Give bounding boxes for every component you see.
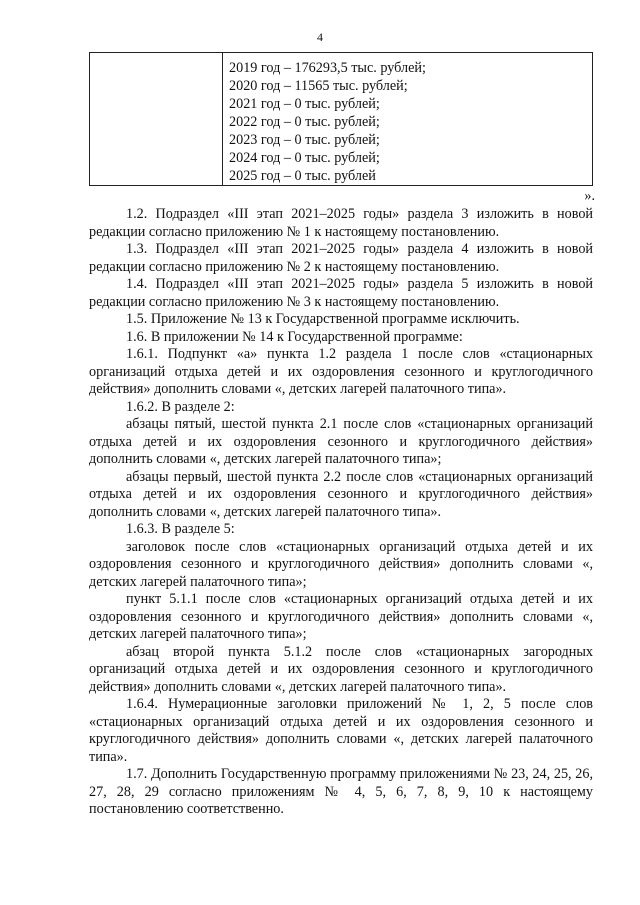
paragraph-1-2: 1.2. Подраздел «III этап 2021–2025 годы» раздела 3 изложить в новой редакции согласно приложению № 1 к настоящему постановлению. [89, 206, 593, 240]
paragraph-1-6-1: 1.6.1. Подпункт «а» пункта 1.2 раздела 1 после слов «стационарных организаций отдыха детей и их оздоровления сезонного и круглогодичного действия» дополнить словами «, детских лагерей палаточного типа». [89, 346, 593, 397]
paragraph-5-1-2-amendment: абзац второй пункта 5.1.2 после слов «стационарных загородных организаций отдыха детей и их оздоровления сезонного и круглогодичного действия» дополнить словами «, детских лагерей палаточного типа». [89, 643, 593, 695]
paragraph-1-3: 1.3. Подраздел «III этап 2021–2025 годы» раздела 4 изложить в новой редакции согласно приложению № 2 к настоящему постановлению. [89, 241, 593, 275]
paragraph-heading-amendment: заголовок после слов «стационарных организаций отдыха детей и их оздоровления сезонного и круглогодичного действия» дополнить словами «, детских лагерей палаточного типа»; [89, 538, 593, 590]
page-number: 4 [317, 30, 323, 44]
paragraph-2-1-amendment: абзацы пятый, шестой пункта 2.1 после слов «стационарных организаций отдыха детей и их оздоровления сезонного и круглогодичного действия» дополнить словами «, детских лагерей палаточного типа»; [89, 416, 593, 467]
budget-line-2024: 2024 год – 0 тыс. рублей; [229, 150, 380, 166]
paragraph-1-6: 1.6. В приложении № 14 к Государственной программе: [126, 328, 463, 345]
document-body [89, 206, 593, 819]
paragraph-1-6-3: 1.6.3. В разделе 5: [126, 521, 235, 537]
budget-line-2023: 2023 год – 0 тыс. рублей; [229, 132, 380, 148]
paragraph-1-7: 1.7. Дополнить Государственную программу приложениями № 23, 24, 25, 26, 27, 28, 29 согласно приложениям № 4, 5, 6, 7, 8, 9, 10 к настоящему постановлению соответственно. [89, 766, 593, 817]
budget-table-empty-cell [90, 53, 223, 185]
paragraph-2-2-amendment: абзацы первый, шестой пункта 2.2 после слов «стационарных организаций отдыха детей и их оздоровления сезонного и круглогодичного действия» дополнить словами «, детских лагерей палаточного типа». [89, 468, 593, 520]
paragraph-1-5: 1.5. Приложение № 13 к Государственной программе исключить. [126, 311, 520, 327]
paragraph-1-4: 1.4. Подраздел «III этап 2021–2025 годы» раздела 5 изложить в новой редакции согласно приложению № 3 к настоящему постановлению. [89, 276, 593, 310]
paragraph-5-1-1-amendment: пункт 5.1.1 после слов «стационарных организаций отдыха детей и их оздоровления сезонного и круглогодичного действия» дополнить словами «, детских лагерей палаточного типа»; [89, 591, 593, 642]
budget-table [89, 52, 593, 186]
budget-line-2021: 2021 год – 0 тыс. рублей; [229, 96, 380, 112]
paragraph-1-6-2: 1.6.2. В разделе 2: [126, 398, 235, 415]
budget-line-2019: 2019 год – 176293,5 тыс. рублей; [229, 60, 426, 76]
budget-line-2025: 2025 год – 0 тыс. рублей [229, 168, 376, 184]
paragraph-1-6-4: 1.6.4. Нумерационные заголовки приложений № 1, 2, 5 после слов «стационарных организаций отдыха детей и их оздоровления сезонного и круглогодичного действия» дополнить словами «, детских лагерей палаточного типа». [89, 696, 593, 765]
budget-line-2022: 2022 год – 0 тыс. рублей; [229, 114, 380, 130]
budget-line-2020: 2020 год – 11565 тыс. рублей; [229, 78, 408, 94]
closing-quote: ». [584, 188, 595, 204]
budget-table-values-cell [223, 53, 592, 185]
